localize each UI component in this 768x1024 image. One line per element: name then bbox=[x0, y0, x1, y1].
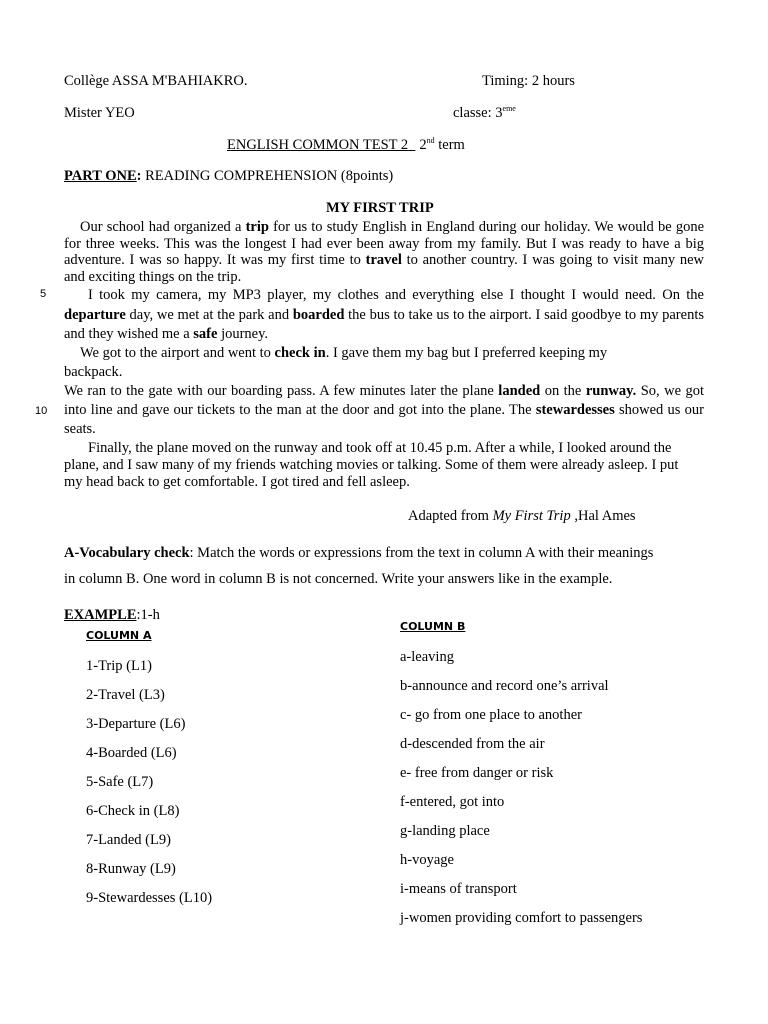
part-one-colon: : bbox=[136, 168, 142, 184]
p2-text-e: journey. bbox=[217, 326, 269, 342]
timing: Timing: 2 hours bbox=[482, 73, 575, 89]
test-title: ENGLISH COMMON TEST 2 bbox=[227, 137, 409, 153]
column-b-item: b-announce and record one’s arrival bbox=[400, 678, 609, 694]
p4-text-d: So, we got into line and gave our tickets to the man at the door and got into the plane. The bbox=[64, 383, 704, 418]
p4-text-c: on the bbox=[540, 383, 586, 399]
column-a-item: 2-Travel (L3) bbox=[86, 687, 165, 703]
teacher-name: Mister YEO bbox=[64, 105, 135, 121]
part-one-text: READING COMPREHENSION (8points) bbox=[141, 168, 394, 184]
part-one-label: PART ONE bbox=[64, 168, 137, 184]
test-title-line bbox=[227, 137, 465, 154]
paragraph-3 bbox=[64, 344, 644, 382]
p4-text-e: showed us our seats. bbox=[64, 402, 704, 437]
column-b-item: c- go from one place to another bbox=[400, 707, 582, 723]
title-underline-gap bbox=[408, 137, 415, 153]
line-number-5: 5 bbox=[40, 288, 47, 300]
vocab-instruction-line2: in column B. One word in column B is not concerned. Write your answers like in the example. bbox=[64, 571, 613, 587]
p4-bold-runway: runway. bbox=[585, 383, 637, 399]
term-number: 2 bbox=[419, 137, 427, 153]
p2-bold-safe: safe bbox=[193, 326, 218, 342]
column-b-item: i-means of transport bbox=[400, 881, 517, 897]
p2-text-a: I took my camera, my MP3 player, my clothes and everything else I thought I would need. On the bbox=[88, 287, 704, 303]
part-one-heading bbox=[64, 168, 393, 185]
p1-text-a: Our school had organized a bbox=[80, 219, 246, 235]
example bbox=[64, 607, 160, 624]
column-b-item: j-women providing comfort to passengers bbox=[400, 910, 643, 926]
example-label: EXAMPLE bbox=[64, 607, 137, 623]
school-name: Collège ASSA M'BAHIAKRO. bbox=[64, 73, 248, 89]
class-level bbox=[453, 105, 516, 122]
p1-text-d: to another country. I was going to visit many new and exciting things on the trip. bbox=[64, 252, 704, 285]
p3-text-a: We got to the airport and went to bbox=[80, 345, 275, 361]
paragraph-4 bbox=[64, 382, 704, 439]
column-b-item: h-voyage bbox=[400, 852, 454, 868]
term-sup: nd bbox=[426, 136, 435, 145]
passage-source bbox=[408, 508, 636, 525]
p1-bold-trip: trip bbox=[245, 219, 269, 235]
p3-text-c: . I gave them my bag but I preferred keeping my backpack. bbox=[64, 345, 608, 380]
column-b-item: e- free from danger or risk bbox=[400, 765, 554, 781]
column-b-item: a-leaving bbox=[400, 649, 454, 665]
line-number-10: 10 bbox=[35, 405, 48, 417]
p2-bold-departure: departure bbox=[64, 306, 126, 323]
p2-bold-boarded: boarded bbox=[292, 306, 345, 323]
p4-bold-stewardesses: stewardesses bbox=[535, 402, 615, 418]
column-a-item: 7-Landed (L9) bbox=[86, 832, 171, 848]
column-a-item: 3-Departure (L6) bbox=[86, 716, 186, 732]
vocab-instruction-line1 bbox=[64, 545, 653, 562]
term-word: term bbox=[434, 137, 465, 153]
source-prefix: Adapted from bbox=[408, 508, 493, 524]
column-a-item: 8-Runway (L9) bbox=[86, 861, 176, 877]
class-sup: eme bbox=[502, 104, 516, 113]
p2-text-d: the bus to take us to the airport. I said goodbye to my parents and they wished me a bbox=[64, 306, 704, 342]
source-author: ,Hal Ames bbox=[570, 508, 636, 524]
column-a-item: 4-Boarded (L6) bbox=[86, 745, 177, 761]
p1-bold-travel: travel bbox=[365, 252, 402, 268]
column-a-item: 9-Stewardesses (L10) bbox=[86, 890, 213, 906]
passage-title: MY FIRST TRIP bbox=[326, 200, 434, 216]
column-a-item: 6-Check in (L8) bbox=[86, 803, 180, 819]
column-b-item: f-entered, got into bbox=[400, 794, 505, 810]
p4-text-a: We ran to the gate with our boarding pass. A few minutes later the plane bbox=[64, 383, 499, 399]
column-a-item: 1-Trip (L1) bbox=[86, 658, 152, 674]
paragraph-1 bbox=[64, 219, 704, 285]
vocab-label: A-Vocabulary check bbox=[64, 545, 190, 561]
source-title: My First Trip bbox=[492, 508, 571, 524]
p1-text-c: for us to study English in England during our holiday. We would be gone for three weeks. This was the longest I had ever been away from my family. But I was ready to have a big adventure. I was so happy. It was my first time to bbox=[64, 219, 705, 268]
p2-text-c: day, we met at the park and bbox=[125, 306, 293, 323]
column-a-item: 5-Safe (L7) bbox=[86, 774, 154, 790]
example-value: :1-h bbox=[136, 607, 160, 623]
p3-bold-check-in: check in bbox=[274, 345, 326, 361]
column-a-title: COLUMN A bbox=[86, 629, 152, 642]
vocab-line1: : Match the words or expressions from the text in column A with their meanings bbox=[189, 545, 654, 561]
column-b-item: d-descended from the air bbox=[400, 736, 545, 752]
column-b-title: COLUMN B bbox=[400, 620, 466, 633]
p4-bold-landed: landed bbox=[498, 383, 541, 399]
class-label: classe: 3 bbox=[453, 105, 503, 121]
paragraph-5: Finally, the plane moved on the runway and took off at 10.45 p.m. After a while, I looked around the plane, and I saw many of my friends watching movies or talking. Some of them were already asleep. I put my head back to get comfortable. I got tired and fell asleep. bbox=[64, 440, 679, 490]
paragraph-2 bbox=[64, 286, 704, 345]
column-b-item: g-landing place bbox=[400, 823, 490, 839]
